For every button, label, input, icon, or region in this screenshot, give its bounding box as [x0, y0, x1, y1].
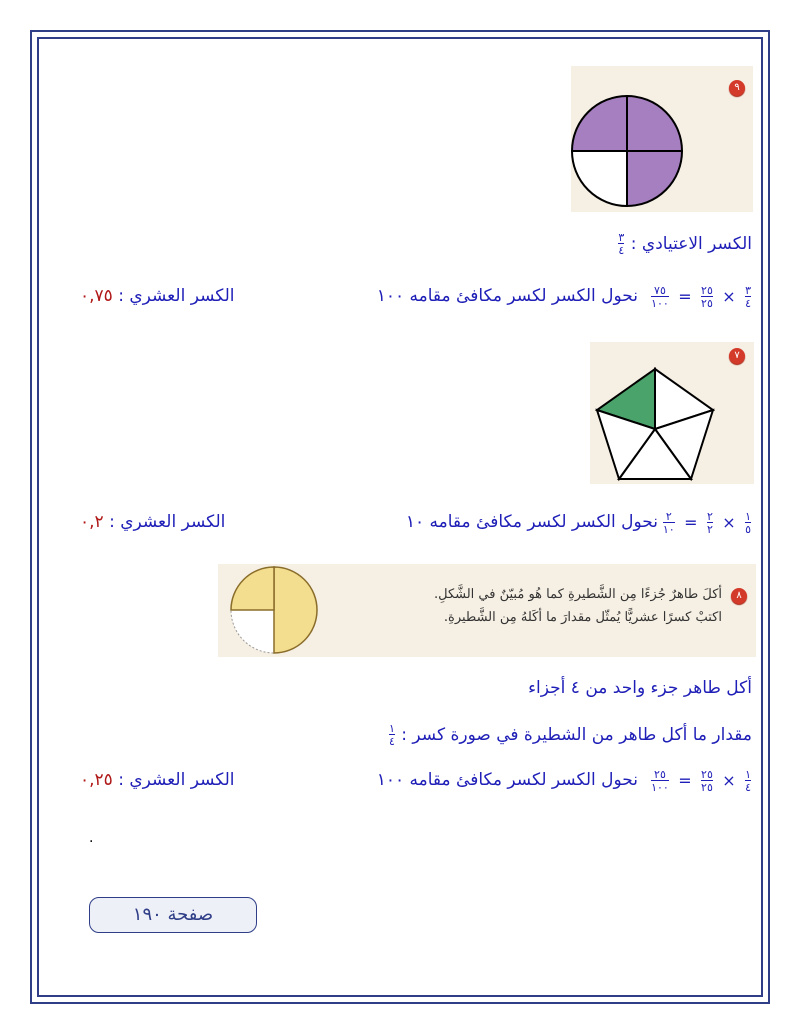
decimal-value: ٠,٧٥	[80, 286, 113, 306]
sandwich-piece	[274, 567, 317, 653]
decimal-label: الكسر العشري :	[109, 512, 226, 532]
textbook-line-2: اكتبْ كسرًا عشريًّا يُمثّل مقدارَ ما أكَلهُ مِن الشَّطيرةِ.	[443, 610, 722, 625]
item9-common-fraction-line	[617, 232, 752, 256]
item7-decimal-line	[80, 511, 225, 533]
times-sign: ×	[722, 513, 736, 532]
common-fraction: $\frac{٣}{٤}$	[618, 231, 625, 257]
original-fraction: $\frac{١}{٥}$	[745, 510, 751, 536]
eaten-fraction: $\frac{١}{٤}$	[388, 722, 395, 748]
pentagon-diagram	[590, 342, 754, 484]
decimal-label: الكسر العشري :	[118, 770, 235, 790]
result-fraction: $\frac{٢}{١٠}$	[662, 510, 675, 536]
item8-textbook-clip	[218, 564, 756, 657]
item9-figure	[571, 66, 753, 212]
item7-figure	[590, 342, 754, 484]
equals-sign: =	[678, 771, 692, 790]
item9-number-badge: ٩	[729, 80, 745, 96]
circle-quarter-shaded	[627, 96, 682, 151]
multiplier-fraction: $\frac{٢٥}{٢٥}$	[701, 768, 713, 794]
quarter-circle-diagram	[571, 66, 753, 212]
stray-dot: .	[89, 830, 94, 846]
item8-number-badge: ٨	[731, 588, 747, 604]
item9-decimal-line	[80, 285, 235, 307]
circle-quarter-shaded	[572, 96, 627, 151]
item9-convert-text: نحول الكسر لكسر مكافئ مقامه ١٠٠	[376, 286, 638, 306]
original-fraction: $\frac{٣}{٤}$	[745, 284, 751, 310]
item8-convert-text: نحول الكسر لكسر مكافئ مقامه ١٠٠	[376, 770, 638, 790]
sandwich-piece	[231, 567, 274, 610]
circle-quarter-shaded	[627, 151, 682, 206]
item7-convert-text: نحول الكسر لكسر مكافئ مقامه ١٠	[405, 512, 658, 532]
times-sign: ×	[722, 771, 736, 790]
item7-number-badge: ٧	[729, 348, 745, 364]
common-fraction-label: الكسر الاعتيادي :	[630, 234, 752, 254]
result-fraction: $\frac{٢٥}{١٠٠}$	[651, 768, 669, 794]
page-number-label: صفحة ١٩٠	[89, 897, 257, 933]
decimal-label: الكسر العشري :	[118, 286, 235, 306]
textbook-line-1: أكلَ طاهرٌ جُزءًا مِن الشَّطيرةِ كما هُو مُبيّنٌ في الشَّكلِ.	[433, 587, 722, 602]
multiplier-fraction: $\frac{٢٥}{٢٥}$	[701, 284, 713, 310]
item8-decimal-line	[80, 769, 235, 791]
multiplier-fraction: $\frac{٢}{٢}$	[706, 510, 713, 536]
original-fraction: $\frac{١}{٤}$	[745, 768, 751, 794]
decimal-value: ٠,٢	[80, 512, 104, 532]
circle-quarter-unshaded	[572, 151, 627, 206]
fraction-form-label: مقدار ما أكل طاهر من الشطيرة في صورة كسر :	[401, 725, 752, 745]
decimal-value: ٠,٢٥	[80, 770, 113, 790]
times-sign: ×	[722, 287, 736, 306]
item8-answer-line-1: أكل طاهر جزء واحد من ٤ أجزاء	[528, 678, 752, 698]
equals-sign: =	[684, 513, 698, 532]
result-fraction: $\frac{٧٥}{١٠٠}$	[651, 284, 669, 310]
sandwich-diagram	[222, 564, 332, 657]
item8-answer-line-2	[388, 723, 752, 747]
equals-sign: =	[678, 287, 692, 306]
